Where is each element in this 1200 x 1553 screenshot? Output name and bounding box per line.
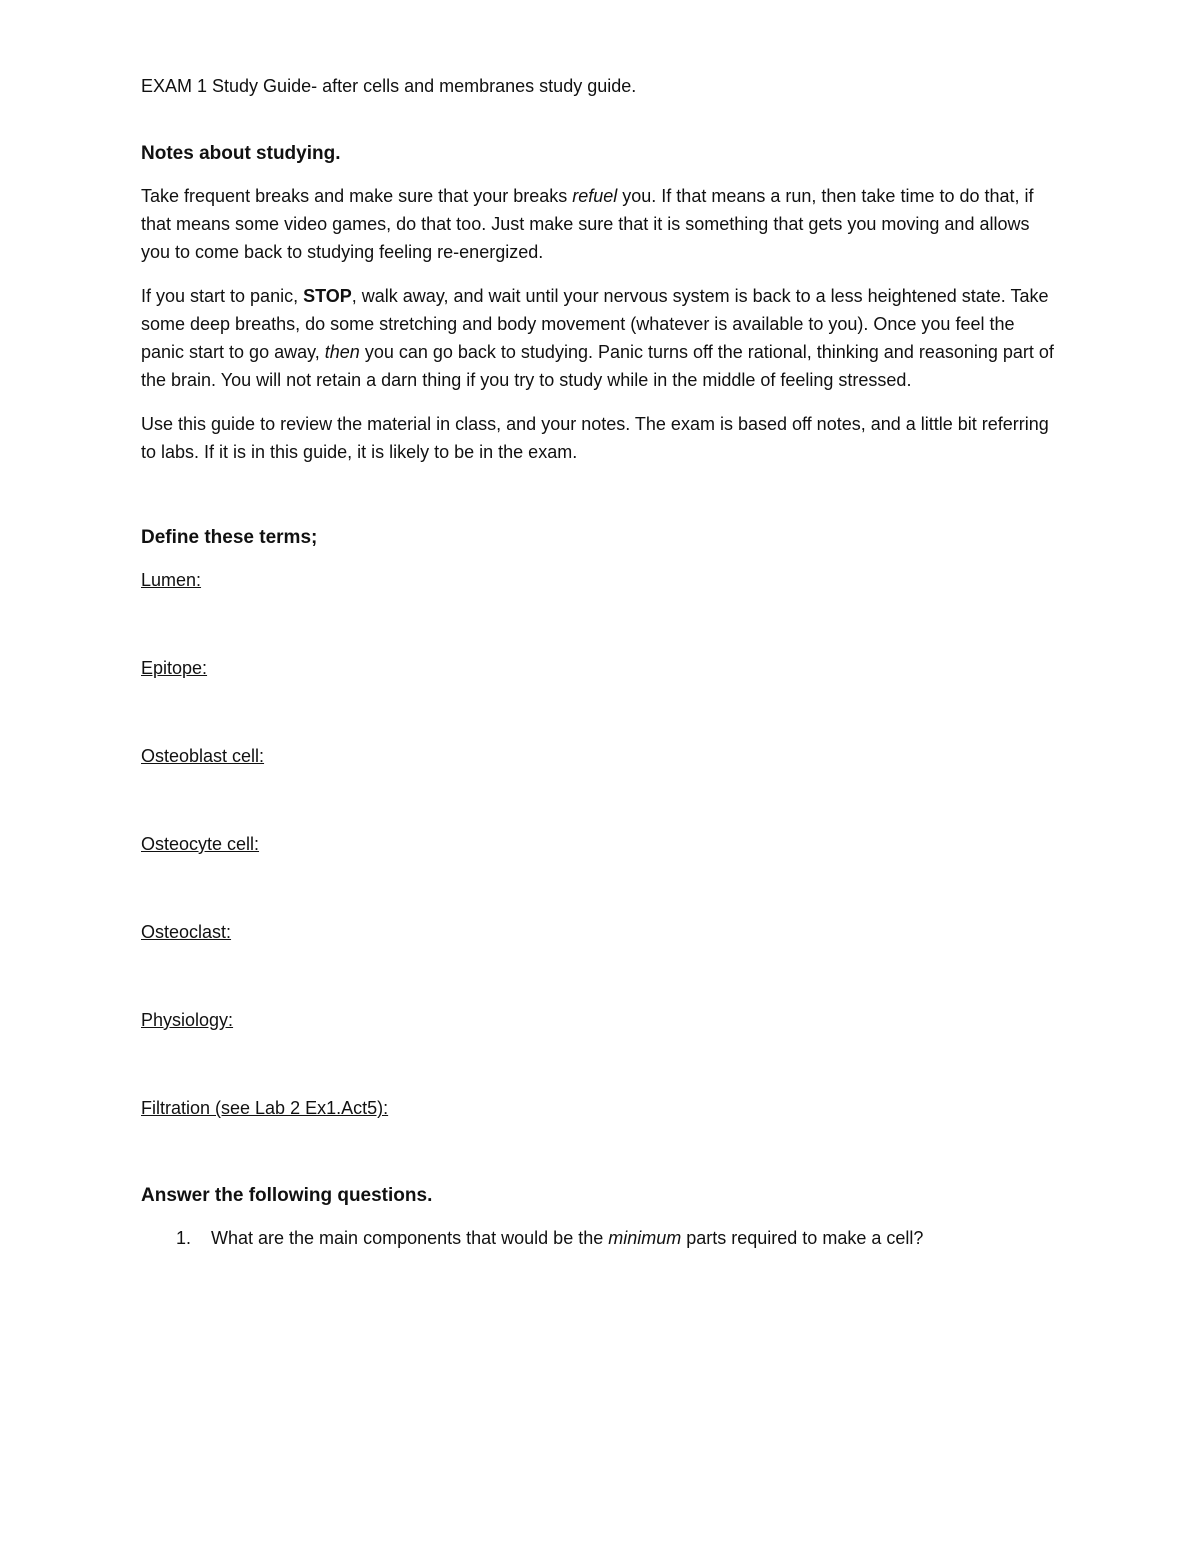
questions-list xyxy=(141,1224,1061,1252)
term-osteoblast-cell: Osteoblast cell: xyxy=(141,746,265,766)
define-heading: Define these terms; xyxy=(141,527,318,548)
document-body xyxy=(141,72,1061,1252)
paragraph-breaks-text-1: Take frequent breaks and make sure that your breaks xyxy=(141,186,573,206)
paragraph-panic-bold: STOP xyxy=(303,286,352,306)
term-lumen: Lumen: xyxy=(141,570,202,590)
term-epitope: Epitope: xyxy=(141,658,208,678)
notes-heading: Notes about studying. xyxy=(141,143,341,164)
question-italic: minimum xyxy=(608,1228,682,1248)
paragraph-panic xyxy=(141,282,1061,394)
paragraph-breaks-text-2: you. If that means a run, then take time to do that, if that means some video games, do that too. Just make sure that it is something that gets you moving and allows you to come back to studying feeling re-energized. xyxy=(141,186,1034,262)
term-osteoclast: Osteoclast: xyxy=(141,922,232,942)
paragraph-breaks-italic: refuel xyxy=(572,186,618,206)
document-title: EXAM 1 Study Guide- after cells and membranes study guide. xyxy=(141,76,637,96)
term-osteocyte-cell: Osteocyte cell: xyxy=(141,834,260,854)
paragraph-panic-text-2: , walk away, and wait until your nervous system is back to a less heightened state. Take some deep breaths, do some stretching and body movement (whatever is available to you). Once you feel the panic start to go away, xyxy=(141,286,1049,362)
question-text-2: parts required to make a cell? xyxy=(681,1228,924,1248)
paragraph-panic-text-3: you can go back to studying. Panic turns off the rational, thinking and reasoning part of the brain. You will not retain a darn thing if you try to study while in the middle of feeling stressed. xyxy=(141,342,1054,390)
question-number: 1. xyxy=(176,1228,192,1248)
paragraph-breaks xyxy=(141,182,1061,266)
paragraph-panic-italic: then xyxy=(324,342,360,362)
spacer xyxy=(141,482,1061,524)
paragraph-panic-text-1: If you start to panic, xyxy=(141,286,304,306)
questions-heading: Answer the following questions. xyxy=(141,1185,433,1206)
question-text-1: What are the main components that would be the xyxy=(211,1228,609,1248)
term-physiology: Physiology: xyxy=(141,1010,234,1030)
term-filtration: Filtration (see Lab 2 Ex1.Act5): xyxy=(141,1098,389,1118)
question-item xyxy=(141,1224,1061,1252)
paragraph-guide-usage: Use this guide to review the material in class, and your notes. The exam is based off notes, and a little bit referring to labs. If it is in this guide, it is likely to be in the exam. xyxy=(141,414,1049,462)
